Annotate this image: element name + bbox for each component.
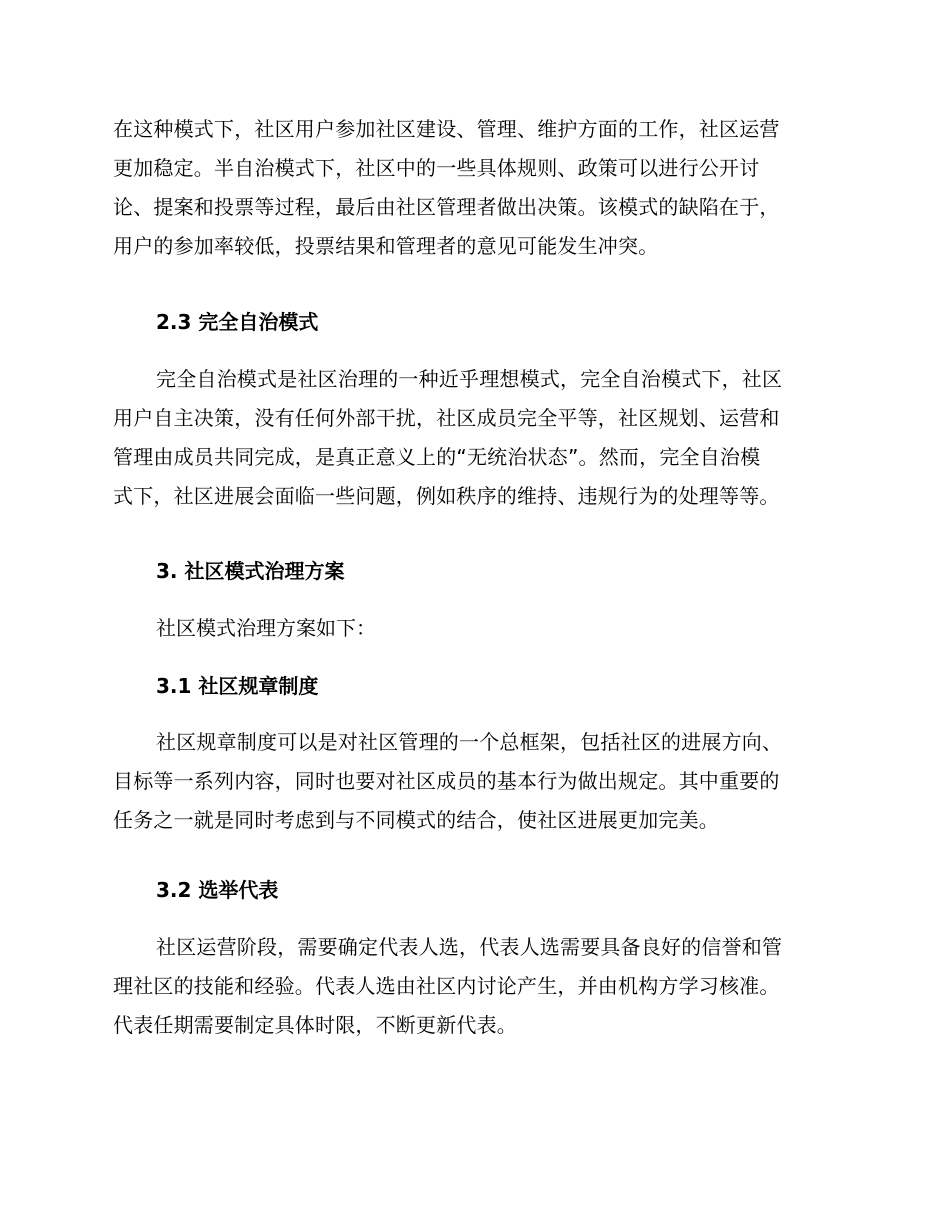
text-line: 管理由成员共同完成，是真正意义上的“无统治状态”。然而，完全自治模 bbox=[113, 445, 761, 469]
paragraph-representatives bbox=[113, 928, 833, 1045]
text-line: 论、提案和投票等过程，最后由社区管理者做出决策。该模式的缺陷在于， bbox=[113, 195, 780, 219]
paragraph-full-autonomy bbox=[113, 360, 833, 516]
text-line: 目标等一系列内容，同时也要对社区成员的基本行为做出规定。其中重要的 bbox=[113, 769, 780, 793]
text-line: 用户自主决策，没有任何外部干扰，社区成员完全平等，社区规划、运营和 bbox=[113, 406, 780, 430]
text-line: 式下，社区进展会面临一些问题，例如秩序的维持、违规行为的处理等等。 bbox=[113, 484, 780, 508]
paragraph-intro: 社区模式治理方案如下： bbox=[156, 616, 376, 640]
text-line: 任务之一就是同时考虑到与不同模式的结合，使社区进展更加完美。 bbox=[113, 808, 719, 832]
section-heading-3: 3. 社区模式治理方案 bbox=[156, 559, 345, 583]
text-line: 代表任期需要制定具体时限，不断更新代表。 bbox=[113, 1013, 517, 1037]
paragraph-semi-autonomy bbox=[113, 110, 833, 266]
text-line: 社区规章制度可以是对社区管理的一个总框架，包括社区的进展方向、 bbox=[156, 730, 783, 754]
section-heading-2-3: 2.3 完全自治模式 bbox=[156, 310, 319, 334]
text-line: 更加稳定。半自治模式下，社区中的一些具体规则、政策可以进行公开讨 bbox=[113, 156, 760, 180]
text-line: 用户的参加率较低，投票结果和管理者的意见可能发生冲突。 bbox=[113, 234, 659, 258]
text-line: 社区运营阶段，需要确定代表人选，代表人选需要具备良好的信誉和管 bbox=[156, 935, 783, 959]
section-heading-3-2: 3.2 选举代表 bbox=[156, 878, 279, 902]
text-line: 理社区的技能和经验。代表人选由社区内讨论产生，并由机构方学习核准。 bbox=[113, 974, 780, 998]
text-line: 在这种模式下，社区用户参加社区建设、管理、维护方面的工作，社区运营 bbox=[113, 117, 780, 141]
text-line: 完全自治模式是社区治理的一种近乎理想模式，完全自治模式下，社区 bbox=[156, 367, 783, 391]
paragraph-community-rules bbox=[113, 723, 833, 840]
section-heading-3-1: 3.1 社区规章制度 bbox=[156, 674, 319, 698]
